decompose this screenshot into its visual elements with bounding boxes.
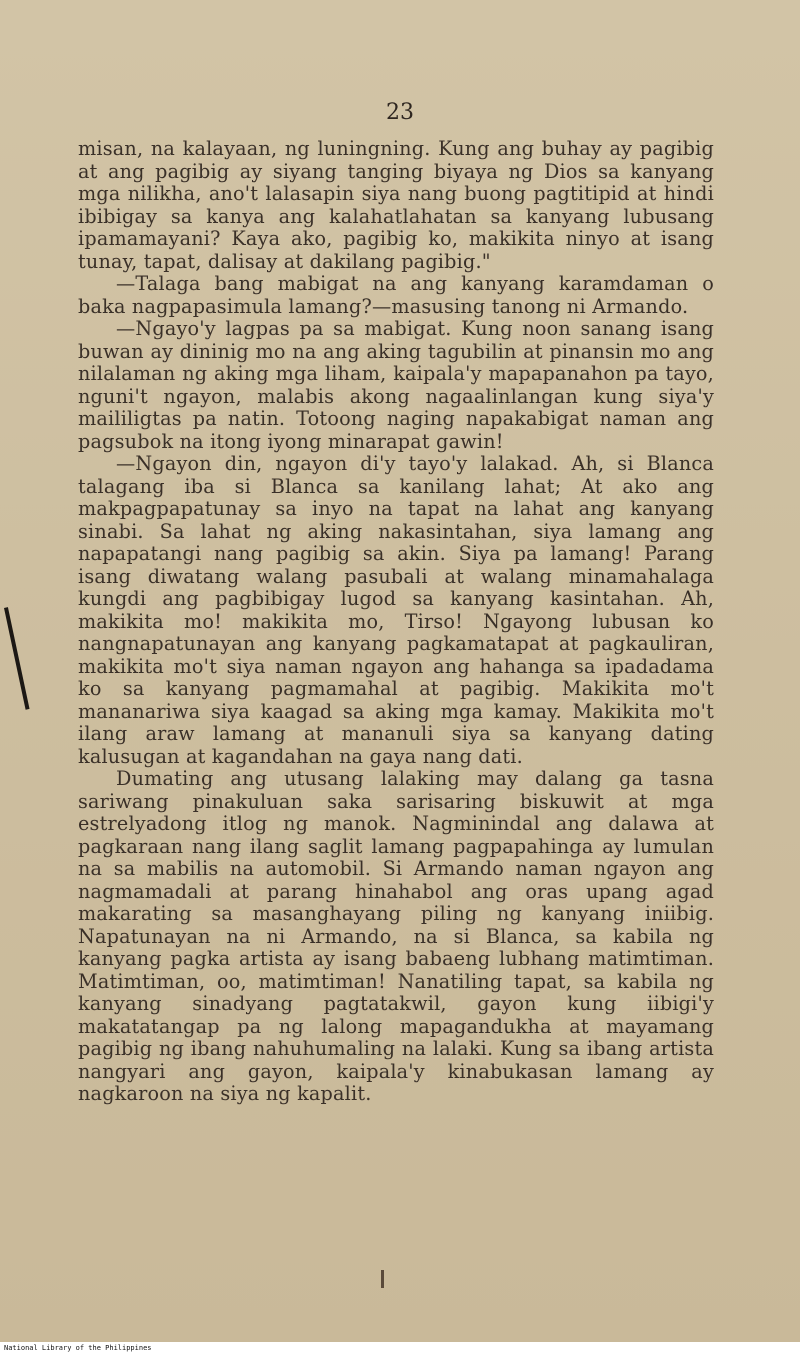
margin-ink-mark (4, 607, 30, 710)
paragraph-3: —Ngayo'y lagpas pa sa mabigat. Kung noon sanang isang buwan ay dininig mo na ang aking tagubilin at pinansin mo ang nilalaman ng aking mga liham, kaipala'y mapapanahon pa tayo, nguni't ngayon, malabis akong nagaalinlangan kung siya'y maililigtas pa natin. Totoong naging napakabigat naman ang pagsubok na itong iyong minarapat gawin! (78, 317, 714, 453)
body-text (78, 138, 714, 1106)
bottom-ink-mark (381, 1270, 384, 1288)
footer-credit: National Library of the Philippines (4, 1344, 152, 1352)
footer-bar (0, 1342, 800, 1358)
paragraph-5: Dumating ang utusang lalaking may dalang ga tasna sariwang pinakuluan saka sarisaring biskuwit at mga estrelyadong itlog ng manok. Nagminindal ang dalawa at pagkaraan nang ilang saglit lamang pagpapahinga ay lumulan na sa mabilis na automobil. Si Armando naman ngayon ang nagmamadali at parang hinahabol ang oras upang agad makarating sa masanghayang piling ng kanyang iniibig. Napatunayan na ni Armando, na si Blanca, sa kabila ng kanyang pagka artista ay isang babaeng lubhang matimtiman. Matimtiman, oo, matimtiman! Nanatiling tapat, sa kabila ng kanyang sinadyang pagtatakwil, gayon kung iibigi'y makatatangap pa ng lalong mapagandukha at mayamang pagibig ng ibang nahuhumaling na lalaki. Kung sa ibang artista nangyari ang gayon, kaipala'y kinabukasan lamang ay nagkaroon na siya ng kapalit. (78, 767, 714, 1105)
paragraph-4: —Ngayon din, ngayon di'y tayo'y lalakad. Ah, si Blanca talagang iba si Blanca sa kanilang lahat; At ako ang makpagpapatunay sa inyo na tapat na lahat ang kanyang sinabi. Sa lahat ng aking nakasintahan, siya lamang ang napapatangi nang pagibig sa akin. Siya pa lamang! Parang isang diwatang walang pasubali at walang minamahalaga kungdi ang pagbibigay lugod sa kanyang kasintahan. Ah, makikita mo! makikita mo, Tirso! Ngayong lubusan ko nangnapatunayan ang kanyang pagkamatapat at pagkauliran, makikita mo't siya naman ngayon ang hahanga sa ipadadama ko sa kanyang pagmamahal at pagibig. Makikita mo't mananariwa siya kaagad sa aking mga kamay. Makikita mo't ilang araw lamang at mananuli siya sa kanyang dating kalusugan at kagandahan na gaya nang dati. (78, 452, 714, 768)
paragraph-1: misan, na kalayaan, ng luningning. Kung ang buhay ay pagibig at ang pagibig ay siyang tanging biyaya ng Dios sa kanyang mga nilikha, ano't lalasapin siya nang buong pagtitipid at hindi ibibigay sa kanya ang kalahatlahatan sa kanyang lubusang ipamamayani? Kaya ako, pagibig ko, makikita ninyo at isang tunay, tapat, dalisay at dakilang pagibig." (78, 137, 714, 273)
page-number: 23 (386, 100, 414, 125)
paragraph-2: —Talaga bang mabigat na ang kanyang karamdaman o baka nagpapasimula lamang?—masusing tanong ni Armando. (78, 272, 714, 318)
